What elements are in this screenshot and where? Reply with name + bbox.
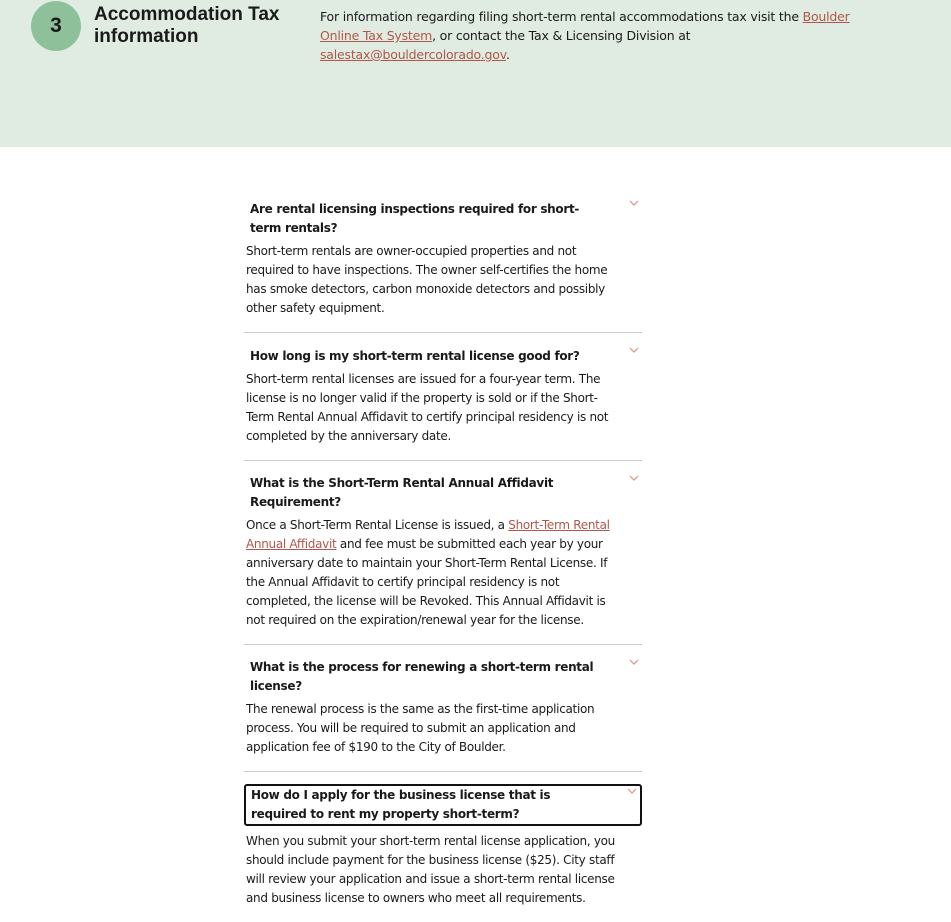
faq-question-wrapper [244,772,642,826]
chevron-down-icon [628,473,640,483]
step-text-after: . [505,47,510,62]
answer-text-before: Once a Short-Term Rental License is issued, a [246,518,509,532]
faq-item-inspections [244,196,642,333]
faq-answer-renewal: The renewal process is the same as the first-time application process. You will be required to submit an application and application fee of $190 to the City of Boulder. [246,702,595,754]
step-number-badge: 3 [31,1,81,51]
step-title: Accommodation Tax information [94,4,280,47]
faq-question-business-license[interactable] [244,784,642,826]
annual-affidavit-link[interactable]: Short-Term Rental Annual Affidavit [246,518,610,551]
answer-text-after: and fee must be submitted each year by your anniversary date to maintain your Short-Term Rental License. If the Annual Affidavit to certify principal residency is not completed, the license will be Revoked. This Annual Affidavit is not required on the expiration/renewal year for the license. [246,537,608,627]
chevron-down-icon [626,786,638,796]
faq-answer-inspections: Short-term rentals are owner-occupied properties and not required to have inspections. The owner self-certifies the home has smoke detectors, carbon monoxide detectors and possibly other safety equipment. [246,244,608,315]
faq-question-label: What is the process for renewing a short-term rental license? [250,660,594,693]
chevron-down-icon [628,657,640,667]
faq-question-label: How do I apply for the business license that is required to rent my property short-term? [251,788,551,821]
faq-answer-license-term: Short-term rental licenses are issued for a four-year term. The license is no longer valid if the property is sold or if the Short-Term Rental Annual Affidavit to certify principal residency is not completed by the anniversary date. [246,372,609,443]
faq-question-label: Are rental licensing inspections required for short-term rentals? [250,202,580,235]
faq-question-annual-affidavit[interactable] [244,461,642,512]
faq-item-annual-affidavit [244,461,642,645]
faq-question-inspections[interactable] [244,196,642,238]
boulder-online-tax-system-link[interactable]: Boulder Online Tax System [320,9,850,43]
faq-question-license-term[interactable] [244,333,642,366]
step-banner [0,0,951,147]
faq-accordion [244,196,642,922]
chevron-down-icon [628,198,640,208]
faq-question-label: How long is my short-term rental license good for? [250,349,580,363]
faq-answer-business-license: When you submit your short-term rental license application, you should include payment for the business license ($25). City staff will review your application and issue a short-term rental license and business license to owners who meet all requirements. [246,834,615,905]
step-text-middle: , or contact the Tax & Licensing Division at [432,28,691,43]
faq-item-business-license [244,772,642,922]
faq-item-license-term [244,333,642,461]
faq-answer-annual-affidavit [244,512,642,644]
chevron-down-icon [628,345,640,355]
faq-question-label: What is the Short-Term Rental Annual Affidavit Requirement? [250,476,554,509]
faq-item-renewal [244,645,642,772]
faq-question-renewal[interactable] [244,645,642,696]
salestax-email-link[interactable]: salestax@bouldercolorado.gov [320,47,506,62]
step-text-before: For information regarding filing short-term rental accommodations tax visit the [320,9,803,24]
step-description [320,7,880,64]
